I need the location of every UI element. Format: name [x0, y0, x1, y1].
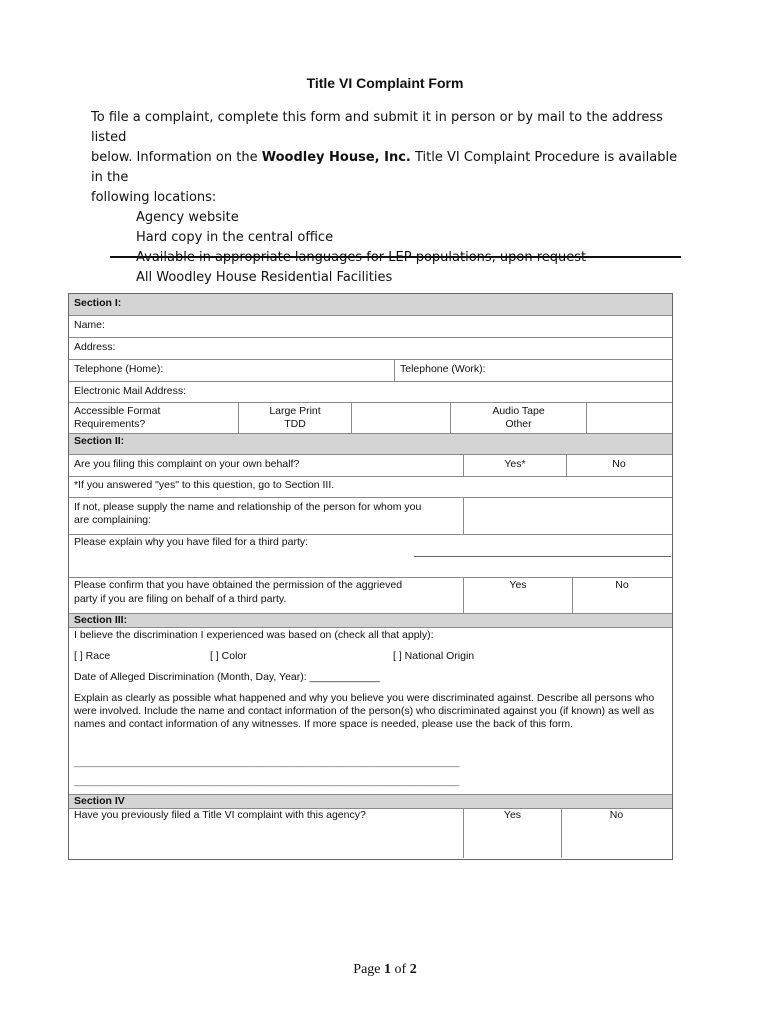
third-party-answer-line — [414, 556, 671, 557]
location-item: Agency website — [136, 210, 239, 225]
permission-yes[interactable]: Yes — [509, 579, 527, 591]
own-behalf-yes[interactable]: Yes* — [504, 458, 526, 470]
section-3-band — [69, 613, 672, 627]
national-origin-checkbox[interactable]: [ ] National Origin — [393, 650, 475, 662]
section-1-band — [69, 294, 672, 315]
audio-tape-option[interactable]: Audio Tape — [492, 405, 545, 417]
confirm-line-2: party if you are filing on behalf of a third party. — [74, 593, 287, 605]
previous-complaint-question: Have you previously filed a Title VI complaint with this agency? — [74, 809, 366, 821]
previous-complaint-no[interactable]: No — [609, 809, 624, 821]
if-not-line-2: are complaining: — [74, 514, 152, 526]
location-item: All Woodley House Residential Facilities — [136, 270, 393, 285]
own-behalf-no[interactable]: No — [612, 458, 626, 470]
section-2-heading: Section II: — [74, 435, 125, 447]
confirm-line-1: Please confirm that you have obtained the permission of the aggrieved — [74, 579, 403, 591]
date-of-discrimination-field[interactable]: Date of Alleged Discrimination (Month, Day, Year): ____________ — [74, 671, 380, 683]
explanation-line-1[interactable]: _____________________________________________________________________________ — [74, 757, 460, 767]
discrimination-basis-prompt: I believe the discrimination I experienced was based on (check all that apply): — [74, 629, 434, 641]
own-behalf-question: Are you filing this complaint on your own behalf? — [74, 458, 300, 470]
permission-no[interactable]: No — [615, 579, 629, 591]
format-label-line-1: Accessible Format — [74, 405, 161, 417]
explain-third-party: Please explain why you have filed for a third party: — [74, 536, 309, 548]
telephone-work-field[interactable]: Telephone (Work): — [400, 363, 486, 375]
page-number: Page 1 of 2 — [353, 962, 417, 977]
yes-note: *If you answered "yes" to this question, go to Section III. — [74, 479, 335, 491]
intro-text — [91, 108, 691, 288]
intro-line-2: below. Information on the Woodley House, Inc. Title VI Complaint Procedure is available in the — [91, 150, 678, 185]
name-field[interactable]: Name: — [74, 319, 105, 331]
section-4-band — [69, 794, 672, 808]
telephone-home-field[interactable]: Telephone (Home): — [74, 363, 164, 375]
intro-line-3: following locations: — [91, 190, 217, 205]
complaint-form-table — [68, 293, 673, 860]
previous-complaint-yes[interactable]: Yes — [503, 809, 522, 821]
tdd-option[interactable]: TDD — [284, 418, 306, 430]
form-title: Title VI Complaint Form — [306, 75, 464, 91]
race-checkbox[interactable]: [ ] Race — [74, 650, 111, 662]
large-print-option[interactable]: Large Print — [269, 405, 321, 417]
organization-name: Woodley House, Inc. — [261, 150, 411, 165]
section-1-heading: Section I: — [74, 297, 122, 309]
section-4-heading: Section IV — [74, 795, 125, 807]
if-not-line-1: If not, please supply the name and relationship of the person for whom you — [74, 501, 422, 513]
divider-rule — [110, 256, 681, 258]
other-option[interactable]: Other — [505, 418, 532, 430]
section-3-heading: Section III: — [74, 614, 128, 626]
intro-line-1: To file a complaint, complete this form and submit it in person or by mail to the address listed — [91, 110, 663, 145]
location-item: Hard copy in the central office — [136, 230, 334, 245]
format-label-line-2: Requirements? — [74, 418, 146, 430]
email-field[interactable]: Electronic Mail Address: — [74, 385, 187, 397]
explanation-line-2[interactable]: _____________________________________________________________________________ — [74, 776, 460, 786]
location-item: Available in appropriate languages for LEP populations, upon request — [136, 250, 587, 265]
explain-instructions: Explain as clearly as possible what happened and why you believe you were discriminated against. Describe all persons who were involved. Include the name and contact information of the person(s) who discriminated against you (if known) as well as names and contact information of any witnesses. If more space is needed, please use the back of this form. — [74, 692, 655, 730]
section-2-band — [69, 433, 672, 454]
address-field[interactable]: Address: — [74, 341, 116, 353]
color-checkbox[interactable]: [ ] Color — [210, 650, 247, 662]
